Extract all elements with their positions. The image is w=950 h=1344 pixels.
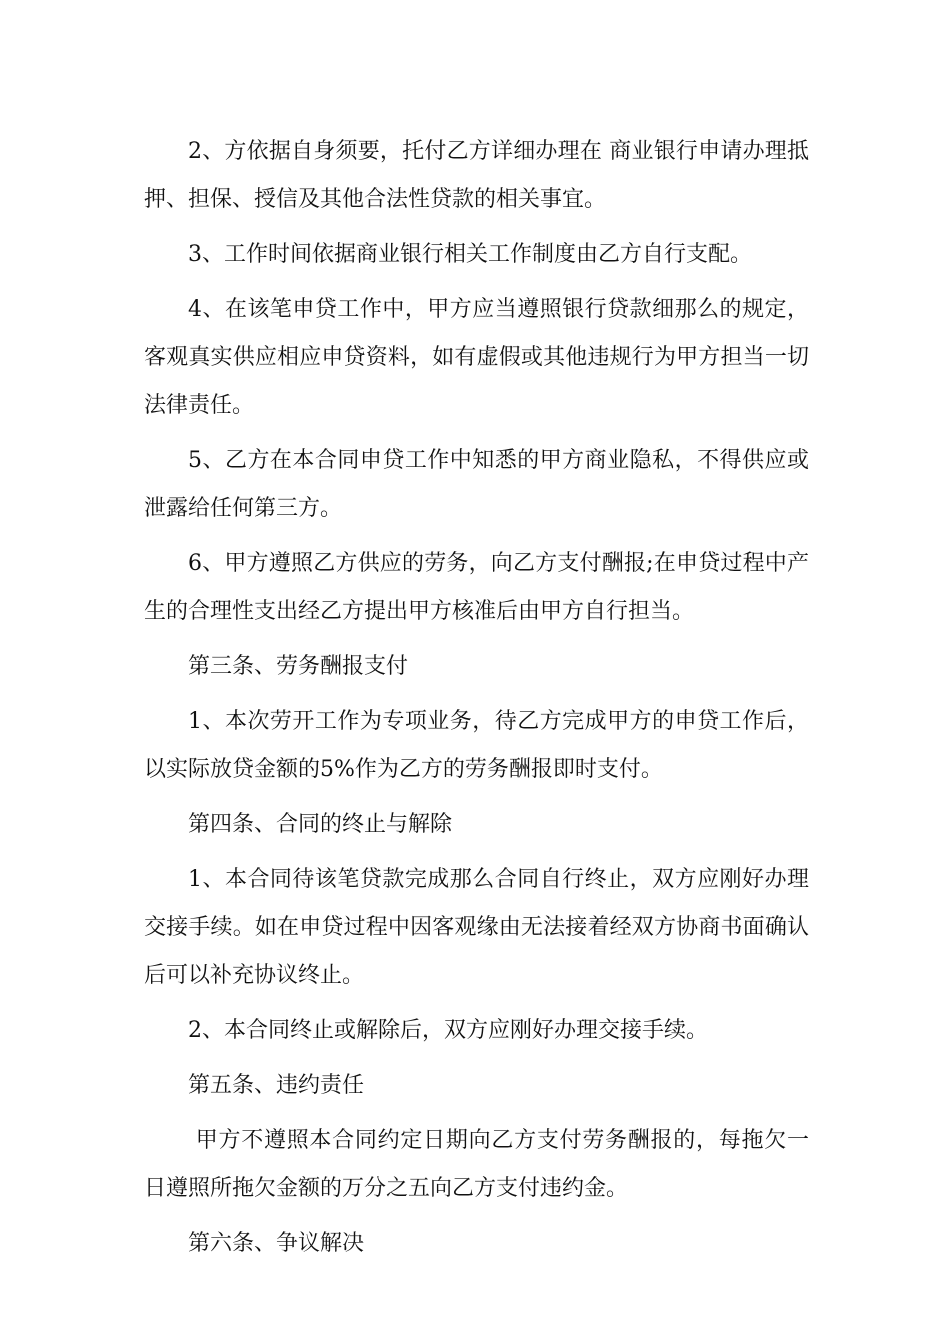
paragraph-clause-2: 2、方依据自身须要，托付乙方详细办理在 商业银行申请办理抵押、担保、授信及其他合法性贷款的相关事宜。 (144, 139, 809, 212)
paragraph-clause-4: 4、在该笔申贷工作中，甲方应当遵照银行贷款细那么的规定，客观真实供应相应申贷资料，如有虚假或其他违规行为甲方担当一切法律责任。 (144, 297, 809, 418)
paragraph-article-5-body: 甲方不遵照本合同约定日期向乙方支付劳务酬报的，每拖欠一日遵照所拖欠金额的万分之五向乙方支付违约金。 (144, 1128, 809, 1201)
section-heading-article-4: 第四条、合同的终止与解除 (188, 812, 453, 837)
document-body (144, 128, 809, 1275)
section-heading-article-3: 第三条、劳务酬报支付 (188, 654, 409, 679)
paragraph-clause-3: 3、工作时间依据商业银行相关工作制度由乙方自行支配。 (188, 242, 752, 267)
paragraph-clause-5: 5、乙方在本合同申贷工作中知悉的甲方商业隐私，不得供应或泄露给任何第三方。 (144, 448, 809, 521)
section-heading-article-5: 第五条、违约责任 (188, 1073, 365, 1098)
paragraph-clause-6: 6、甲方遵照乙方供应的劳务，向乙方支付酬报;在申贷过程中产生的合理性支出经乙方提出甲方核准后由甲方自行担当。 (144, 551, 809, 624)
section-heading-article-6: 第六条、争议解决 (188, 1231, 365, 1256)
paragraph-article-4-clause-1: 1、本合同待该笔贷款完成那么合同自行终止，双方应刚好办理交接手续。如在申贷过程中因客观缘由无法接着经双方协商书面确认后可以补充协议终止。 (144, 867, 809, 988)
paragraph-article-4-clause-2: 2、本合同终止或解除后，双方应刚好办理交接手续。 (188, 1018, 708, 1043)
paragraph-article-3-clause-1: 1、本次劳开工作为专项业务，待乙方完成甲方的申贷工作后，以实际放贷金额的5%作为乙方的劳务酬报即时支付。 (144, 709, 809, 782)
